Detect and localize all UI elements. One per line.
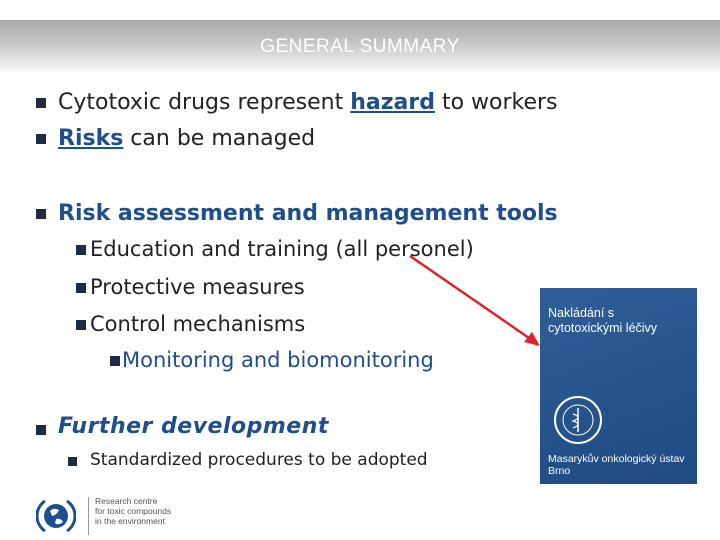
globe-logo-icon bbox=[36, 496, 76, 536]
bullet-text: Cytotoxic drugs represent bbox=[58, 90, 351, 115]
hazard-link[interactable]: hazard bbox=[350, 90, 435, 115]
book-publisher bbox=[548, 453, 685, 477]
sub-bullet-control: Control mechanisms bbox=[90, 312, 306, 336]
seal-icon bbox=[554, 396, 602, 444]
logo-divider bbox=[88, 497, 89, 535]
sub-bullet-standardized: Standardized procedures to be adopted bbox=[90, 450, 428, 470]
risks-link[interactable]: Risks bbox=[58, 126, 124, 151]
book-publisher-line: Brno bbox=[548, 465, 571, 477]
bullet-text: can be managed bbox=[123, 126, 316, 151]
logo-line: in the environment bbox=[95, 516, 165, 526]
bullet-risk-assessment: Risk assessment and management tools bbox=[58, 201, 558, 226]
bullet-further-development: Further development bbox=[58, 414, 329, 439]
book-title bbox=[548, 306, 657, 336]
book-title-line: Nakládání s bbox=[548, 306, 615, 320]
book-cover bbox=[540, 288, 697, 484]
sub-sub-bullet-monitoring: Monitoring and biomonitoring bbox=[122, 348, 434, 372]
slide-title: GENERAL SUMMARY bbox=[260, 36, 460, 57]
bullet-text: to workers bbox=[434, 90, 558, 115]
logo-text bbox=[95, 496, 171, 526]
logo-line: Research centre bbox=[95, 496, 158, 506]
logo-line: for toxic compounds bbox=[95, 506, 172, 516]
sub-bullet-protective: Protective measures bbox=[90, 275, 305, 299]
sub-bullet-education: Education and training (all personel) bbox=[90, 237, 474, 261]
book-publisher-line: Masarykův onkologický ústav bbox=[548, 453, 685, 465]
book-title-line: cytotoxickými léčivy bbox=[548, 321, 658, 335]
